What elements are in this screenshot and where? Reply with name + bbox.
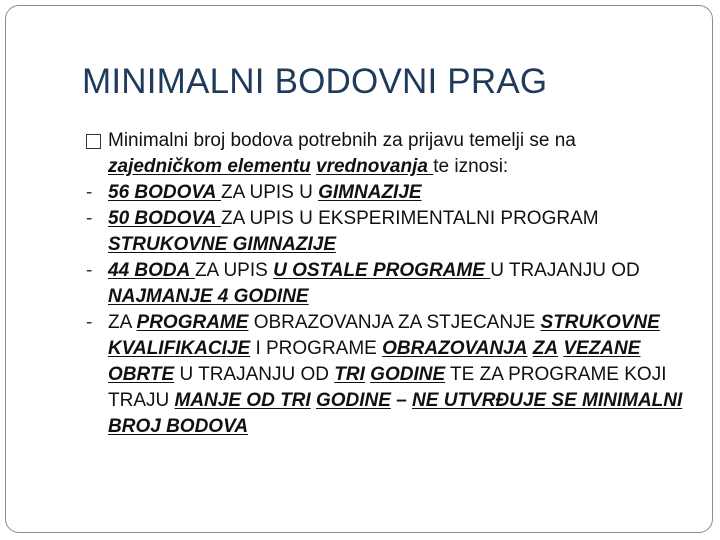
points-value: 44 BODA: [108, 260, 195, 281]
list-item: [84, 180, 694, 206]
dash-bullet-icon: -: [86, 312, 93, 333]
item-text: OBRAZOVANJA ZA STJECANJE: [248, 312, 541, 333]
intro-text: te iznosi:: [433, 156, 509, 177]
checkbox-bullet-icon: [86, 134, 101, 149]
dash-bullet-icon: -: [86, 182, 93, 203]
intro-emphasis: zajedničkom elementu: [108, 156, 311, 177]
list-item: [84, 258, 694, 310]
item-emphasis: PROGRAME: [136, 312, 249, 333]
dash-bullet-icon: -: [86, 208, 93, 229]
item-emphasis: GODINE: [370, 364, 446, 385]
item-emphasis: NE UTVRĐUJE SE MINIMALNI BROJ BODOVA: [108, 390, 683, 437]
slide-body: [84, 128, 694, 440]
item-emphasis: NAJMANJE 4 GODINE: [108, 286, 309, 307]
item-text: U TRAJANJU OD: [174, 364, 335, 385]
item-emphasis: U OSTALE PROGRAME: [273, 260, 491, 281]
item-text: –: [390, 390, 413, 411]
item-text: ZA UPIS: [194, 260, 274, 281]
points-value: 50 BODOVA: [108, 208, 221, 229]
slide: [5, 5, 713, 533]
item-emphasis: GIMNAZIJE: [318, 182, 422, 203]
item-emphasis: OBRTE: [108, 364, 175, 385]
item-emphasis: STRUKOVNE: [540, 312, 660, 333]
item-text: U TRAJANJU OD: [490, 260, 640, 281]
intro-paragraph: [84, 128, 694, 180]
item-text: ZA: [108, 312, 137, 333]
list-item: [84, 206, 694, 258]
item-emphasis: GODINE: [315, 390, 391, 411]
item-emphasis: KVALIFIKACIJE: [108, 338, 251, 359]
item-text: ZA UPIS U EKSPERIMENTALNI PROGRAM: [220, 208, 599, 229]
intro-emphasis: vrednovanja: [316, 156, 434, 177]
list-item: [84, 310, 694, 440]
item-emphasis: MANJE OD TRI: [174, 390, 311, 411]
dash-bullet-icon: -: [86, 260, 93, 281]
item-text: ZA UPIS U: [220, 182, 319, 203]
item-emphasis: TRI: [334, 364, 365, 385]
intro-text: Minimalni broj bodova potrebnih za prijavu temelji se na: [108, 130, 576, 151]
points-value: 56 BODOVA: [108, 182, 221, 203]
item-text: I PROGRAME: [250, 338, 383, 359]
item-emphasis: OBRAZOVANJA: [382, 338, 528, 359]
item-emphasis: STRUKOVNE GIMNAZIJE: [108, 234, 337, 255]
item-text: TE ZA PROGRAME KOJI TRAJU: [108, 364, 667, 411]
item-emphasis: VEZANE: [563, 338, 641, 359]
slide-title: MINIMALNI BODOVNI PRAG: [82, 62, 548, 101]
item-emphasis: ZA: [532, 338, 559, 359]
